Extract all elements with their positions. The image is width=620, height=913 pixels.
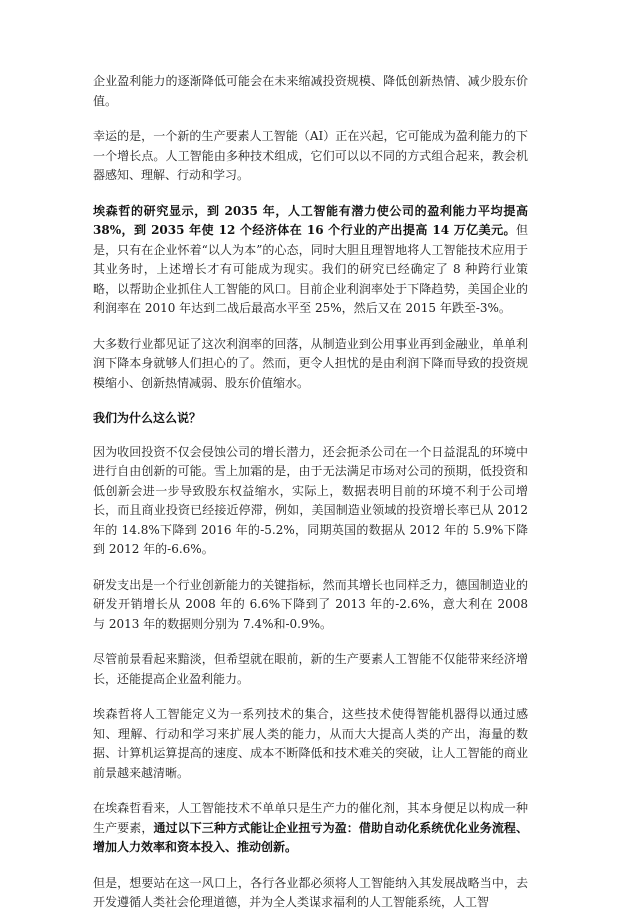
paragraph-accenture-research bbox=[93, 202, 528, 319]
paragraph-text: 尽管前景看起来黯淡，但希望就在眼前，新的生产要素人工智能不仅能带来经济增长，还能提高企业盈利能力。 bbox=[93, 652, 528, 686]
section-heading: 我们为什么这么说？ bbox=[93, 411, 202, 425]
paragraph-rnd bbox=[93, 576, 528, 635]
highlight-text: 埃森哲的研究显示，到 2035 年，人工智能有潜力使公司的盈利能力平均提高 38%，到 2035 年使 12 个经济体在 16 个行业的产出提高 14 万亿美元。 bbox=[93, 203, 528, 237]
paragraph-text: 幸运的是，一个新的生产要素人工智能（AI）正在兴起，它可能成为盈利能力的下一个增长点。人工智能由多种技术组成，它们可以以不同的方式组合起来，教会机器感知、理解、行动和学习。 bbox=[93, 129, 528, 182]
paragraph-text: 埃森哲将人工智能定义为一系列技术的集合，这些技术使得智能机器得以通过感知、理解、行动和学习来扩展人类的能力，从而大大提高人类的产出，海量的数据、计算机运算提高的速度、成本不断降低和技术难关的突破，让人工智能的商业前景越来越清晰。 bbox=[93, 707, 528, 780]
paragraph-ai-definition bbox=[93, 705, 528, 783]
paragraph-investment bbox=[93, 443, 528, 560]
paragraph-text: 因为收回投资不仅会侵蚀公司的增长潜力，还会扼杀公司在一个日益混乱的环境中进行自由创新的可能。雪上加霜的是，由于无法满足市场对公司的预期，低投资和低创新会进一步导致股东权益缩水，实际上，数据表明目前的环境不利于公司增长，而且商业投资已经接近停滞，例如，美国制造业领域的投资增长率已从 2012 年的 14.8%下降到 2016 年的-5.2%，同期英国的数据从 2012 年的 5.9%下降到 2012 年的-6.6%。 bbox=[93, 444, 528, 556]
paragraph-text: 大多数行业都见证了这次利润率的回落，从制造业到公用事业再到金融业，单单利润下降本身就够人们担心的了。然而，更令人担忧的是由利润下降而导致的投资规模缩小、创新热情减弱、股东价值缩水。 bbox=[93, 336, 528, 390]
paragraph-ai-factor bbox=[93, 799, 528, 858]
paragraph-text: 企业盈利能力的逐渐降低可能会在未来缩减投资规模、降低创新热情、减少股东价值。 bbox=[93, 74, 528, 108]
paragraph-ai-emerging bbox=[93, 127, 528, 186]
paragraph-text: 但是，想要站在这一风口上，各行各业都必须将人工智能纳入其发展战略当中，去开发遵循人类社会伦理道德，并为全人类谋求福利的人工智能系统，人工智 bbox=[93, 875, 528, 909]
paragraph-margin-drop bbox=[93, 335, 528, 394]
highlight-text: 通过以下三种方式能让企业扭亏为盈：借助自动化系统优化业务流程、增加人力效率和资本投入、推动创新。 bbox=[93, 820, 528, 854]
paragraph-strategy bbox=[93, 874, 528, 913]
paragraph-text: 但是，只有在企业怀着“以人为本”的心态，同时大胆且理智地将人工智能技术应用于其业务时，上述增长才有可能成为现实。我们的研究已经确定了 8 种跨行业策略，以帮助企业抓住人工智能的风口。目前企业利润率处于下降趋势，美国企业的利润率在 2010 年达到二战后最高水平至 25%，然后又在 2015 年跌至-3%。 bbox=[93, 223, 528, 315]
paragraph-text: 研发支出是一个行业创新能力的关键指标，然而其增长也同样乏力，德国制造业的研发开销增长从 2008 年的 6.6%下降到了 2013 年的-2.6%，意大利在 2008 与 2013 年的数据则分别为 7.4%和-0.9%。 bbox=[93, 577, 528, 631]
paragraph-text: 在埃森哲看来，人工智能技术不单单只是生产力的催化剂，其本身便足以构成一种生产要素， bbox=[93, 801, 528, 835]
paragraph-profitability-decline bbox=[93, 72, 528, 111]
paragraph-hope bbox=[93, 650, 528, 689]
